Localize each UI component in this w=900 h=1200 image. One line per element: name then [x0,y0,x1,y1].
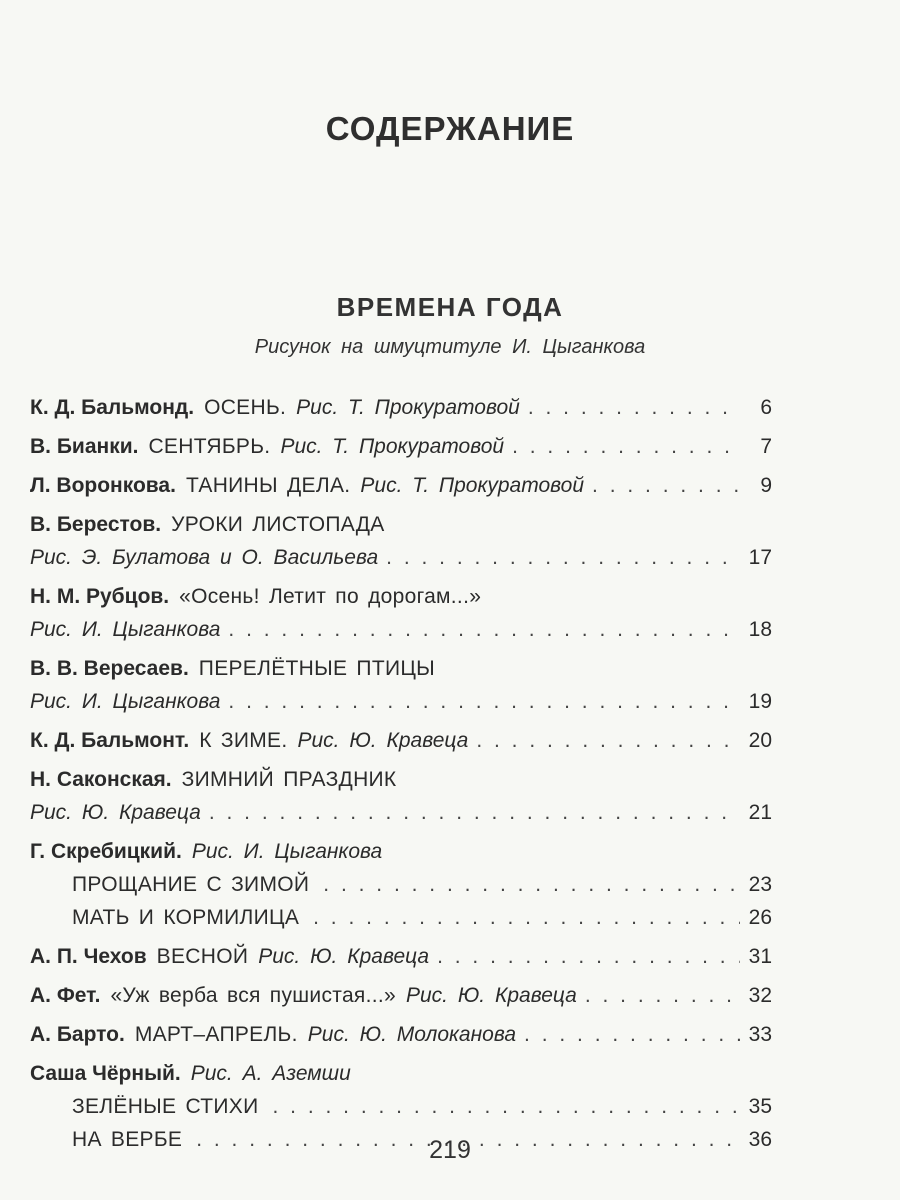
toc-illustrator: Рис. Ю. Кравеца [297,729,469,752]
toc-author: Н. Саконская. [30,768,172,791]
toc-work-title: СЕНТЯБРЬ. [148,435,271,458]
toc-illustrator: Рис. Ю. Кравеца [405,984,577,1007]
toc-leader-dots [512,435,740,459]
toc-page-number: 36 [748,1128,772,1151]
toc-page-number: 20 [748,729,772,752]
toc-page-number: 33 [748,1023,772,1046]
page-title: СОДЕРЖАНИЕ [325,110,575,147]
toc-page-number: 31 [748,945,772,968]
toc-leader-dots [386,546,740,570]
toc-entry[interactable] [30,435,772,468]
toc-leader-dots [228,690,740,714]
toc-illustrator: Рис. Ю. Кравеца [258,945,430,968]
toc-entry-heading[interactable] [30,768,772,801]
toc-leader-dots [228,618,740,642]
toc-leader-dots [323,873,740,897]
toc-leader-dots [209,801,740,825]
toc-leader-dots [476,729,740,753]
toc-author: В. В. Вересаев. [30,657,189,680]
toc-page-number: 35 [748,1095,772,1118]
toc-page-number: 9 [760,474,772,497]
toc-illustrator: Рис. Т. Прокуратовой [280,435,505,458]
toc-author: Н. М. Рубцов. [30,585,170,608]
toc-entry[interactable] [30,474,772,507]
toc-illustrator: Рис. А. Аземши [190,1062,351,1085]
toc-author: А. Фет. [30,984,101,1007]
toc-entry-detail[interactable] [30,801,772,834]
toc-page-number: 21 [748,801,772,824]
section-title: ВРЕМЕНА ГОДА [336,292,564,322]
toc-author: Л. Воронкова. [30,474,176,497]
toc-author: Саша Чёрный. [30,1062,181,1085]
toc-author: В. Берестов. [30,513,162,536]
toc-work-title: К ЗИМЕ. [199,729,288,752]
toc-leader-dots [524,1023,740,1047]
toc-page-number: 23 [748,873,772,896]
toc-work-title: ОСЕНЬ. [204,396,287,419]
toc-work-title: УРОКИ ЛИСТОПАДА [171,513,385,536]
toc-illustrator: Рис. Т. Прокуратовой [360,474,585,497]
toc-illustrator: Рис. Т. Прокуратовой [296,396,520,419]
toc-page-number: 17 [748,546,772,569]
toc-author: В. Бианки. [30,435,139,458]
toc-illustrator: Рис. И. Цыганкова [30,618,221,641]
toc-illustrator: Рис. И. Цыганкова [30,690,221,713]
toc-page-number: 7 [760,435,772,458]
toc-leader-dots [313,906,740,930]
toc-author: Г. Скребицкий. [30,840,182,863]
toc-entry[interactable] [30,984,772,1017]
toc-sub-entry[interactable] [30,1095,772,1128]
toc-work-title: МАРТ–АПРЕЛЬ. [134,1023,298,1046]
toc-entry-heading[interactable] [30,657,772,690]
table-of-contents [30,396,772,1161]
toc-entry[interactable] [30,396,772,429]
toc-entry-detail[interactable] [30,618,772,651]
toc-entry-heading[interactable] [30,513,772,546]
toc-entry[interactable] [30,945,772,978]
toc-work-title: ЗИМНИЙ ПРАЗДНИК [181,768,397,791]
toc-illustrator: Рис. Э. Булатова и О. Васильева [30,546,379,569]
toc-entry[interactable] [30,1023,772,1056]
toc-work-title: ПРОЩАНИЕ С ЗИМОЙ [72,873,310,896]
toc-work-title: ПЕРЕЛЁТНЫЕ ПТИЦЫ [198,657,436,680]
toc-sub-entry[interactable] [30,906,772,939]
toc-page-number: 18 [748,618,772,641]
toc-illustrator: Рис. Ю. Кравеца [30,801,201,824]
toc-work-title: «Осень! Летит по дорогам...» [179,585,482,608]
toc-work-title: «Уж верба вся пушистая...» [110,984,396,1007]
toc-page-number: 26 [748,906,772,929]
page-number: 219 [429,1136,471,1164]
toc-work-title: МАТЬ И КОРМИЛИЦА [72,906,300,929]
toc-entry-heading[interactable] [30,585,772,618]
toc-leader-dots [272,1095,740,1119]
toc-leader-dots [585,984,740,1008]
toc-leader-dots [437,945,740,969]
toc-work-title: ЗЕЛЁНЫЕ СТИХИ [72,1095,259,1118]
section-subtitle: Рисунок на шмуцтитуле И. Цыганкова [254,336,646,358]
toc-author: К. Д. Бальмонт. [30,729,190,752]
toc-entry-detail[interactable] [30,690,772,723]
toc-entry[interactable] [30,729,772,762]
toc-author: А. Барто. [30,1023,125,1046]
toc-sub-entry[interactable] [30,873,772,906]
toc-entry-heading[interactable] [30,1062,772,1095]
toc-entry-heading[interactable] [30,840,772,873]
toc-entry-detail[interactable] [30,546,772,579]
toc-leader-dots [592,474,740,498]
toc-work-title: ВЕСНОЙ [156,945,249,968]
toc-work-title: ТАНИНЫ ДЕЛА. [185,474,351,497]
toc-illustrator: Рис. Ю. Молоканова [307,1023,517,1046]
toc-author: А. П. Чехов [30,945,147,968]
toc-page-number: 19 [748,690,772,713]
toc-page-number: 32 [748,984,772,1007]
toc-leader-dots [528,396,740,420]
toc-illustrator: Рис. И. Цыганкова [191,840,383,863]
toc-author: К. Д. Бальмонд. [30,396,195,419]
toc-work-title: НА ВЕРБЕ [72,1128,183,1151]
toc-page-number: 6 [760,396,772,419]
